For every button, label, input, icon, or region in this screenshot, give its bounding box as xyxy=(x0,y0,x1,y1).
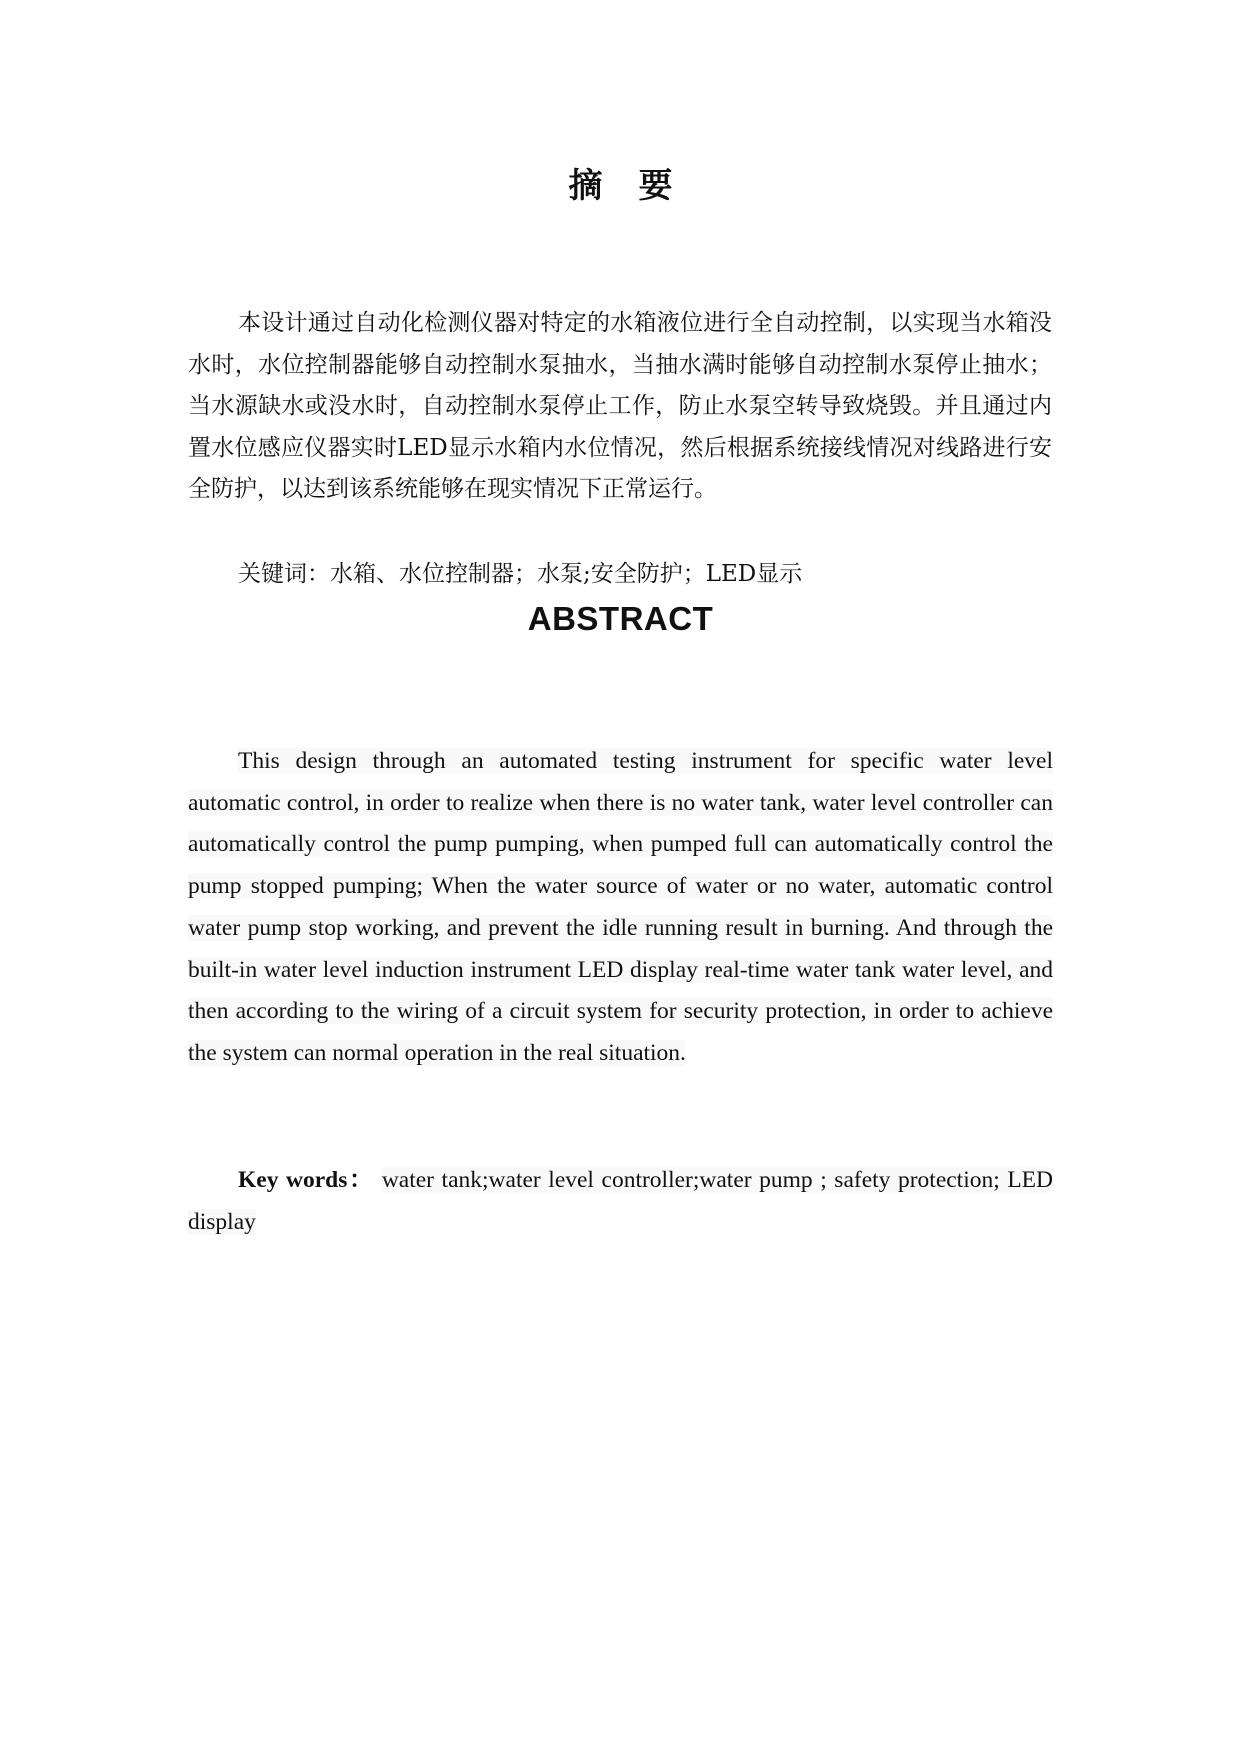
english-keywords-label: Key words： xyxy=(238,1167,375,1193)
chinese-keywords-label: 关键词： xyxy=(238,561,330,587)
english-abstract-title: ABSTRACT xyxy=(527,600,714,637)
chinese-abstract-title: 摘要 xyxy=(568,166,709,206)
english-abstract-body xyxy=(188,741,1053,1075)
chinese-abstract-body: 本设计通过自动化检测仪器对特定的水箱液位进行全自动控制，以实现当水箱没水时，水位控制器能够自动控制水泵抽水，当抽水满时能够自动控制水泵停止抽水；当水源缺水或没水时，自动控制水泵停止工作，防止水泵空转导致烧毁。并且通过内置水位感应仪器实时LED显示水箱内水位情况，然后根据系统接线情况对线路进行安全防护，以达到该系统能够在现实情况下正常运行。 xyxy=(188,310,1052,502)
english-abstract-text: This design through an automated testing instrument for specific water level automatic control, in order to realize when there is no water tank, water level controller can automatically control the pump pumping, when pumped full can automatically control the pump stopped pumping; When the water source of water or no water, automatic control water pump stop working, and prevent the idle running result in burning. And through the built-in water level induction instrument LED display real-time water tank water level, and then according to the wiring of a circuit system for security protection, in order to achieve the system can normal operation in the real situation. xyxy=(188,748,1053,1066)
chinese-keywords-values: 水箱、水位控制器；水泵;安全防护；LED显示 xyxy=(330,561,803,587)
english-keywords-values: water tank;water level controller;water pump ; safety protection; LED display xyxy=(188,1167,1054,1235)
chinese-keywords xyxy=(238,556,1058,592)
english-keywords xyxy=(188,1160,1053,1243)
